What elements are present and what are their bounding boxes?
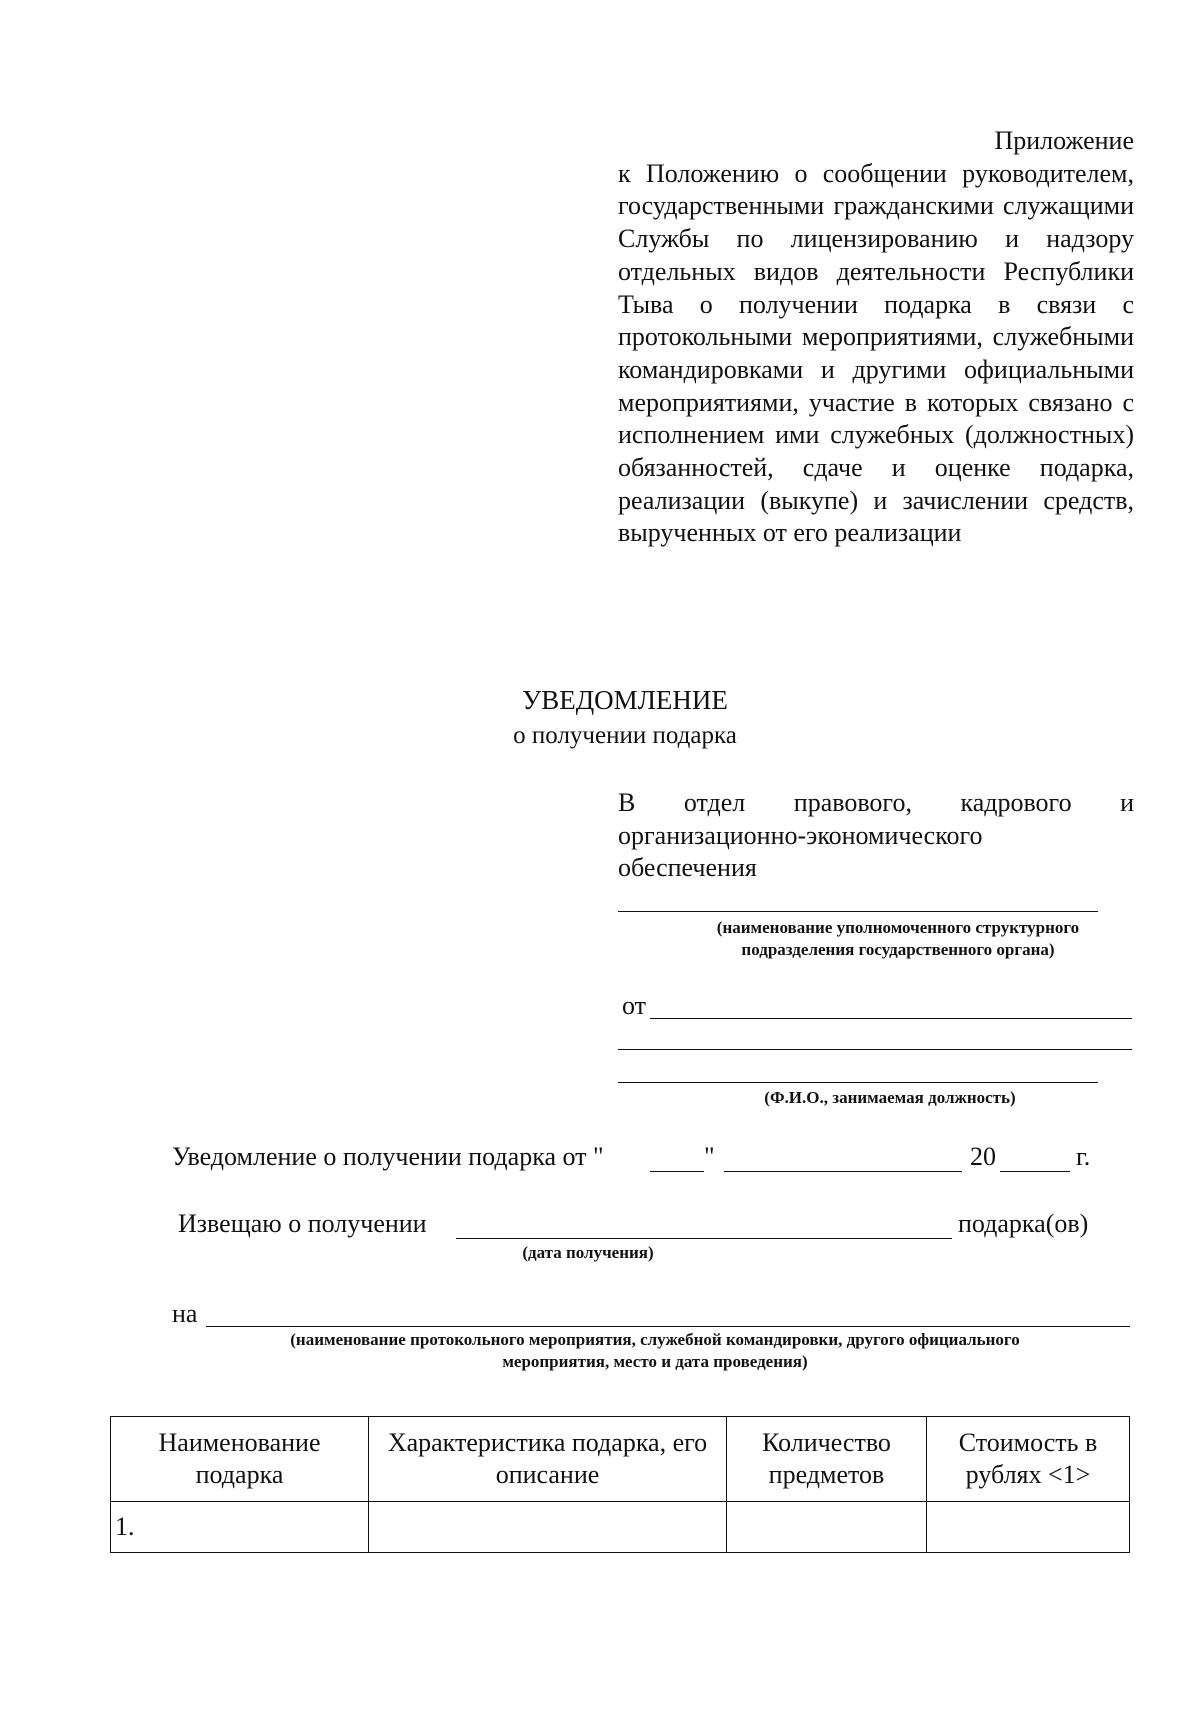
department-caption-line-1: (наименование уполномоченного структурного: [716, 918, 1080, 937]
header-item-count: Количество предметов: [727, 1417, 927, 1502]
addressee-line-3: обеспечения: [618, 853, 757, 882]
inform-suffix: подарка(ов): [958, 1209, 1089, 1238]
document-subtitle: о получении подарка: [513, 722, 737, 749]
gifts-table: [110, 1416, 1130, 1553]
notice-year-suffix: г.: [1076, 1142, 1091, 1171]
from-blank-line-1: [650, 1018, 1132, 1019]
document-title: УВЕДОМЛЕНИЕ: [522, 685, 728, 715]
addressee-block: [618, 787, 1134, 885]
appendix-block: [618, 125, 1134, 550]
notice-text: Уведомление о получении подарка от ": [172, 1142, 604, 1171]
header-cost-rubles: Стоимость в рублях <1>: [927, 1417, 1130, 1502]
addressee-line-2: организационно-экономического: [618, 820, 983, 850]
table-cell-item-count: [727, 1502, 927, 1553]
table-cell-cost: [927, 1502, 1130, 1553]
on-event-blank: [206, 1326, 1130, 1327]
notice-year-blank: [1000, 1171, 1070, 1172]
header-gift-description: Характеристика подарка, его описание: [369, 1417, 727, 1502]
on-caption-line-2: мероприятия, место и дата проведения): [502, 1352, 808, 1371]
table-header-row: [111, 1417, 1130, 1502]
appendix-heading: Приложение: [994, 126, 1134, 155]
department-caption: [618, 917, 1178, 961]
department-blank-line: [618, 911, 1098, 912]
table-row: [111, 1502, 1130, 1553]
inform-text: Извещаю о получении: [178, 1209, 427, 1238]
on-label: на: [172, 1299, 198, 1328]
table-cell-gift-description: [369, 1502, 727, 1553]
inform-date-blank: [456, 1238, 952, 1239]
notice-day-blank: [650, 1171, 704, 1172]
from-label: от: [622, 991, 647, 1020]
department-caption-line-2: подразделения государственного органа): [741, 940, 1055, 959]
from-blank-line-2: [618, 1049, 1132, 1050]
appendix-text: к Положению о сообщении руководителем, государственными гражданскими служащими Службы по лицензированию и надзору отдельных видов деятельности Республики Тыва о получении подарка в связи с протокольными мероприятиями, служебными командировками и другими официальными мероприятиями, участие в которых связано с исполнением ими служебных (должностных) обязанностей, сдаче и оценке подарка, реализации (выкупе) и зачислении средств, вырученных от его реализации: [618, 158, 1134, 548]
on-caption-line-1: (наименование протокольного мероприятия, служебной командировки, другого официального: [290, 1330, 1020, 1349]
from-blank-line-3: [618, 1082, 1098, 1083]
on-caption: [200, 1329, 1110, 1373]
from-caption: (Ф.И.О., занимаемая должность): [764, 1088, 1016, 1107]
table-cell-gift-name: 1.: [111, 1502, 369, 1553]
inform-caption: (дата получения): [522, 1243, 654, 1262]
notice-year-prefix: 20: [970, 1142, 996, 1171]
addressee-line-1: В отдел правового, кадрового и: [618, 788, 1134, 817]
notice-month-blank: [724, 1171, 962, 1172]
notice-quote-close: ": [704, 1142, 715, 1171]
header-gift-name: Наименование подарка: [111, 1417, 369, 1502]
